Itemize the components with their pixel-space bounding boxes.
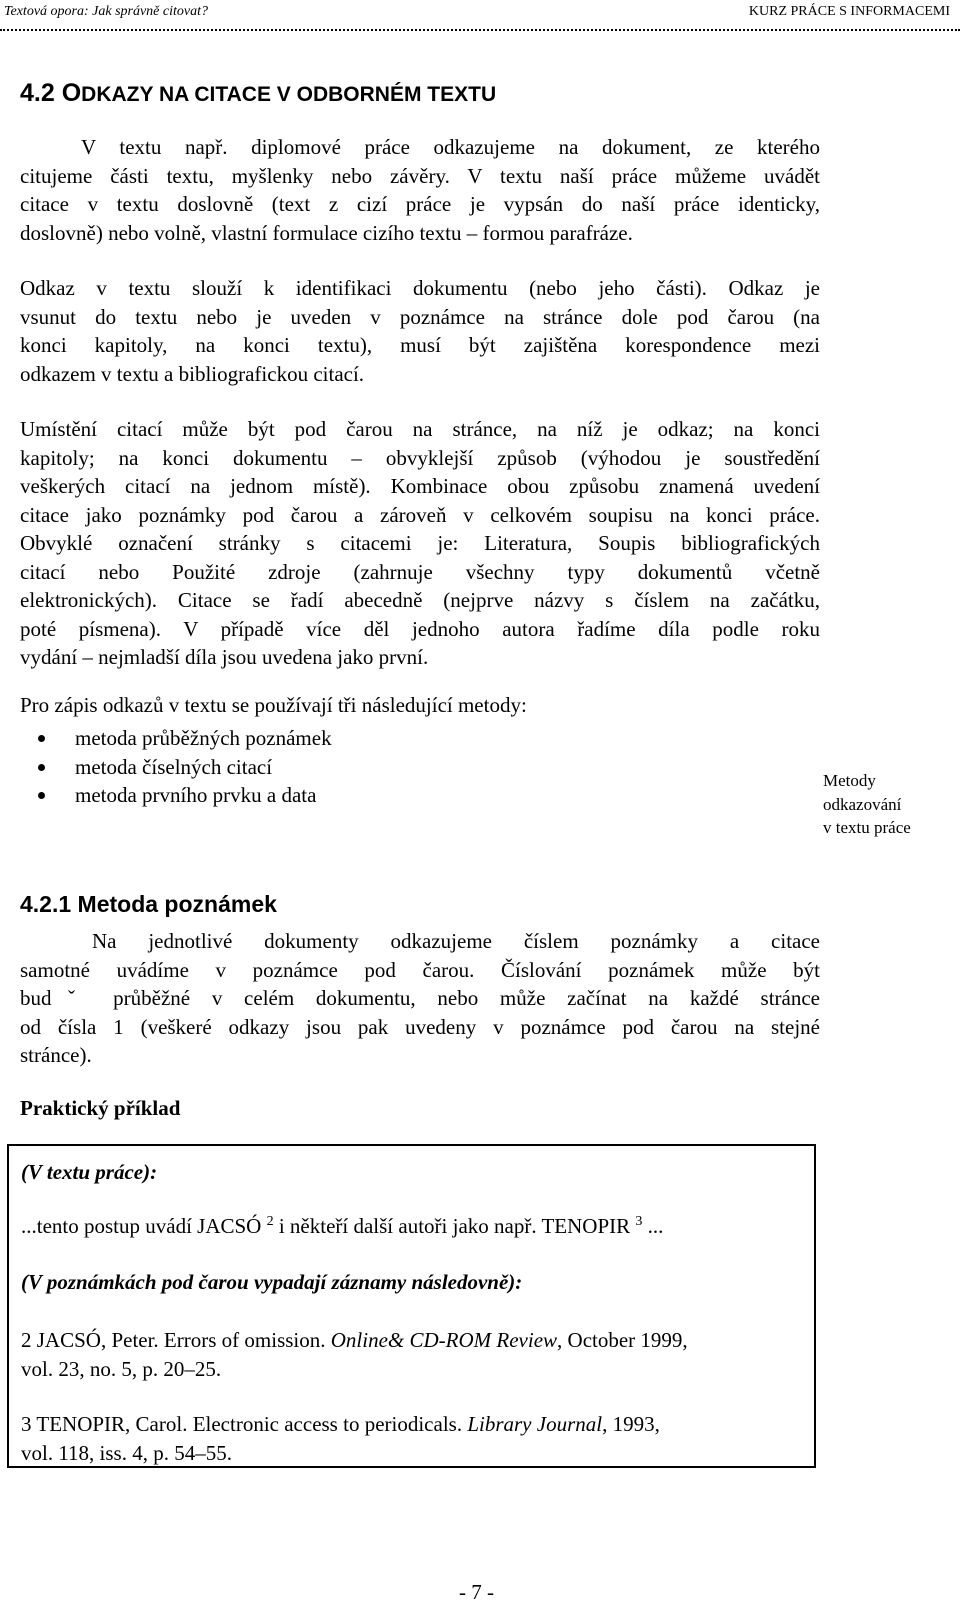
header-course-title: Textová opora: Jak správně citovat? [4, 4, 208, 19]
paragraph-line: odkazem v textu a bibliografickou citací. [20, 361, 365, 386]
reference-entry [21, 1410, 801, 1467]
paragraph-line: kapitoly; na konci dokumentu – obvyklejší způsob (výhodou je soustředění [20, 445, 820, 470]
paragraph-line: samotné uvádíme v poznámce pod čarou. Číslování poznámek může být [20, 957, 820, 982]
paragraph-line: veškerých citací na jednom místě). Kombinace obou způsobu znamená uvedení [20, 474, 820, 498]
reference-text: , 1993, [602, 1412, 660, 1436]
in-text-label: (V textu práce): [21, 1160, 158, 1184]
method-label: metoda číselných citací [75, 754, 273, 779]
section-number: 4.2 [20, 79, 55, 107]
reference-line [21, 1326, 801, 1355]
paragraph-line: poté písmena). V případě více děl jednoho autora řadíme díla podle roku [20, 616, 820, 641]
list-item [20, 753, 332, 782]
reference-text: 3 TENOPIR, Carol. Electronic access to periodicals. [21, 1412, 463, 1436]
paragraph-line: vsunut do textu nebo je uveden v poznámce na stránce dole pod čarou (na [20, 304, 820, 329]
bullet-icon [38, 764, 45, 771]
page-header [0, 0, 960, 40]
margin-note-line: odkazování [823, 794, 902, 814]
footnote-marker: 2 [266, 1214, 274, 1229]
method-label: metoda průběžných poznámek [75, 726, 332, 750]
reference-source-title: Library Journal [467, 1412, 603, 1436]
sample-text: i někteří další autoři jako např. TENOPIR [278, 1214, 631, 1238]
example-box [7, 1144, 816, 1468]
list-item [20, 724, 332, 753]
methods-intro: Pro zápis odkazů v textu se používají tři následující metody: [20, 693, 527, 717]
paragraph-reference-purpose [20, 274, 820, 388]
list-item [20, 781, 332, 810]
reference-line: vol. 23, no. 5, p. 20–25. [21, 1356, 222, 1381]
paragraph-line: budˇ průběžné v celém dokumentu, nebo může začínat na každé stránce [20, 986, 820, 1010]
paragraph-line: vydání – nejmladší díla jsou uvedena jako první. [20, 645, 429, 669]
paragraph-line: Na jednotlivé dokumenty odkazujeme číslem poznámky a citace [92, 929, 820, 953]
paragraph-line: stránce). [20, 1043, 92, 1067]
margin-note-line: Metody [823, 771, 876, 790]
paragraph-line: Umístění citací může být pod čarou na stránce, na níž je odkaz; na konci [20, 417, 820, 441]
sample-text: ... [647, 1214, 664, 1238]
paragraph-line: citujeme části textu, myšlenky nebo závěry. V textu naší práce můžeme uvádět [20, 163, 820, 188]
paragraph-note-method [20, 927, 820, 1070]
reference-entry [21, 1326, 801, 1383]
method-label: metoda prvního prvku a data [75, 783, 317, 807]
reference-source-title: Online& CD-ROM Review [330, 1328, 558, 1352]
paragraph-citing-in-text [20, 133, 820, 247]
reference-line [21, 1410, 801, 1439]
reference-text: 2 JACSÓ, Peter. Errors of omission. [21, 1328, 326, 1352]
paragraph-citation-placement [20, 415, 820, 672]
section-heading [20, 79, 496, 108]
paragraph-line: od čísla 1 (veškeré odkazy jsou pak uvedeny v poznámce pod čarou na stejné [20, 1014, 820, 1039]
paragraph-line: citace v textu doslovně (text z cizí práce je vypsán do naší práce identicky, [20, 192, 820, 216]
reference-line: vol. 118, iss. 4, p. 54–55. [21, 1440, 232, 1465]
paragraph-line: V textu např. diplomové práce odkazujeme na dokument, ze kterého [81, 135, 820, 159]
header-course-name: KURZ PRÁCE S INFORMACEMI [748, 4, 950, 19]
bullet-icon [38, 735, 45, 742]
sample-text: ...tento postup uvádí JACSÓ [21, 1214, 262, 1238]
paragraph-line: citace jako poznámky pod čarou a zároveň v celkovém soupisu na konci práce. [20, 502, 820, 527]
example-heading: Praktický příklad [20, 1096, 181, 1120]
paragraph-line: Obvyklé označení stránky s citacemi je: Literatura, Soupis bibliografických [20, 531, 820, 555]
paragraph-line: elektronických). Citace se řadí abecedně (nejprve názvy s číslem na začátku, [20, 588, 820, 612]
reference-text: , October 1999, [557, 1328, 688, 1352]
margin-note-line: v textu práce [823, 818, 911, 837]
subsection-title: Metoda poznámek [77, 891, 277, 917]
paragraph-line: doslovně) nebo volně, vlastní formulace cizího textu – formou parafráze. [20, 220, 633, 245]
subsection-number: 4.2.1 [20, 891, 72, 917]
bullet-icon [38, 792, 45, 799]
paragraph-line: citací nebo Použité zdroje (zahrnuje všechny typy dokumentů včetně [20, 559, 820, 584]
header-dotted-rule [0, 29, 960, 31]
methods-list [20, 724, 332, 810]
page-number: - 7 - [459, 1580, 494, 1604]
footnote-label: (V poznámkách pod čarou vypadají záznamy následovně): [21, 1270, 523, 1294]
paragraph-line: Odkaz v textu slouží k identifikaci dokumentu (nebo jeho části). Odkaz je [20, 276, 820, 300]
margin-note [823, 769, 953, 840]
section-title-initial: O [61, 79, 82, 107]
paragraph-line: konci kapitoly, na konci textu), musí být zajištěna korespondence mezi [20, 333, 820, 357]
section-title-rest: DKAZY NA CITACE V ODBORNÉM TEXTU [81, 83, 497, 106]
footnote-marker: 3 [635, 1214, 643, 1229]
subsection-heading [20, 891, 277, 918]
in-text-sample [21, 1214, 663, 1239]
